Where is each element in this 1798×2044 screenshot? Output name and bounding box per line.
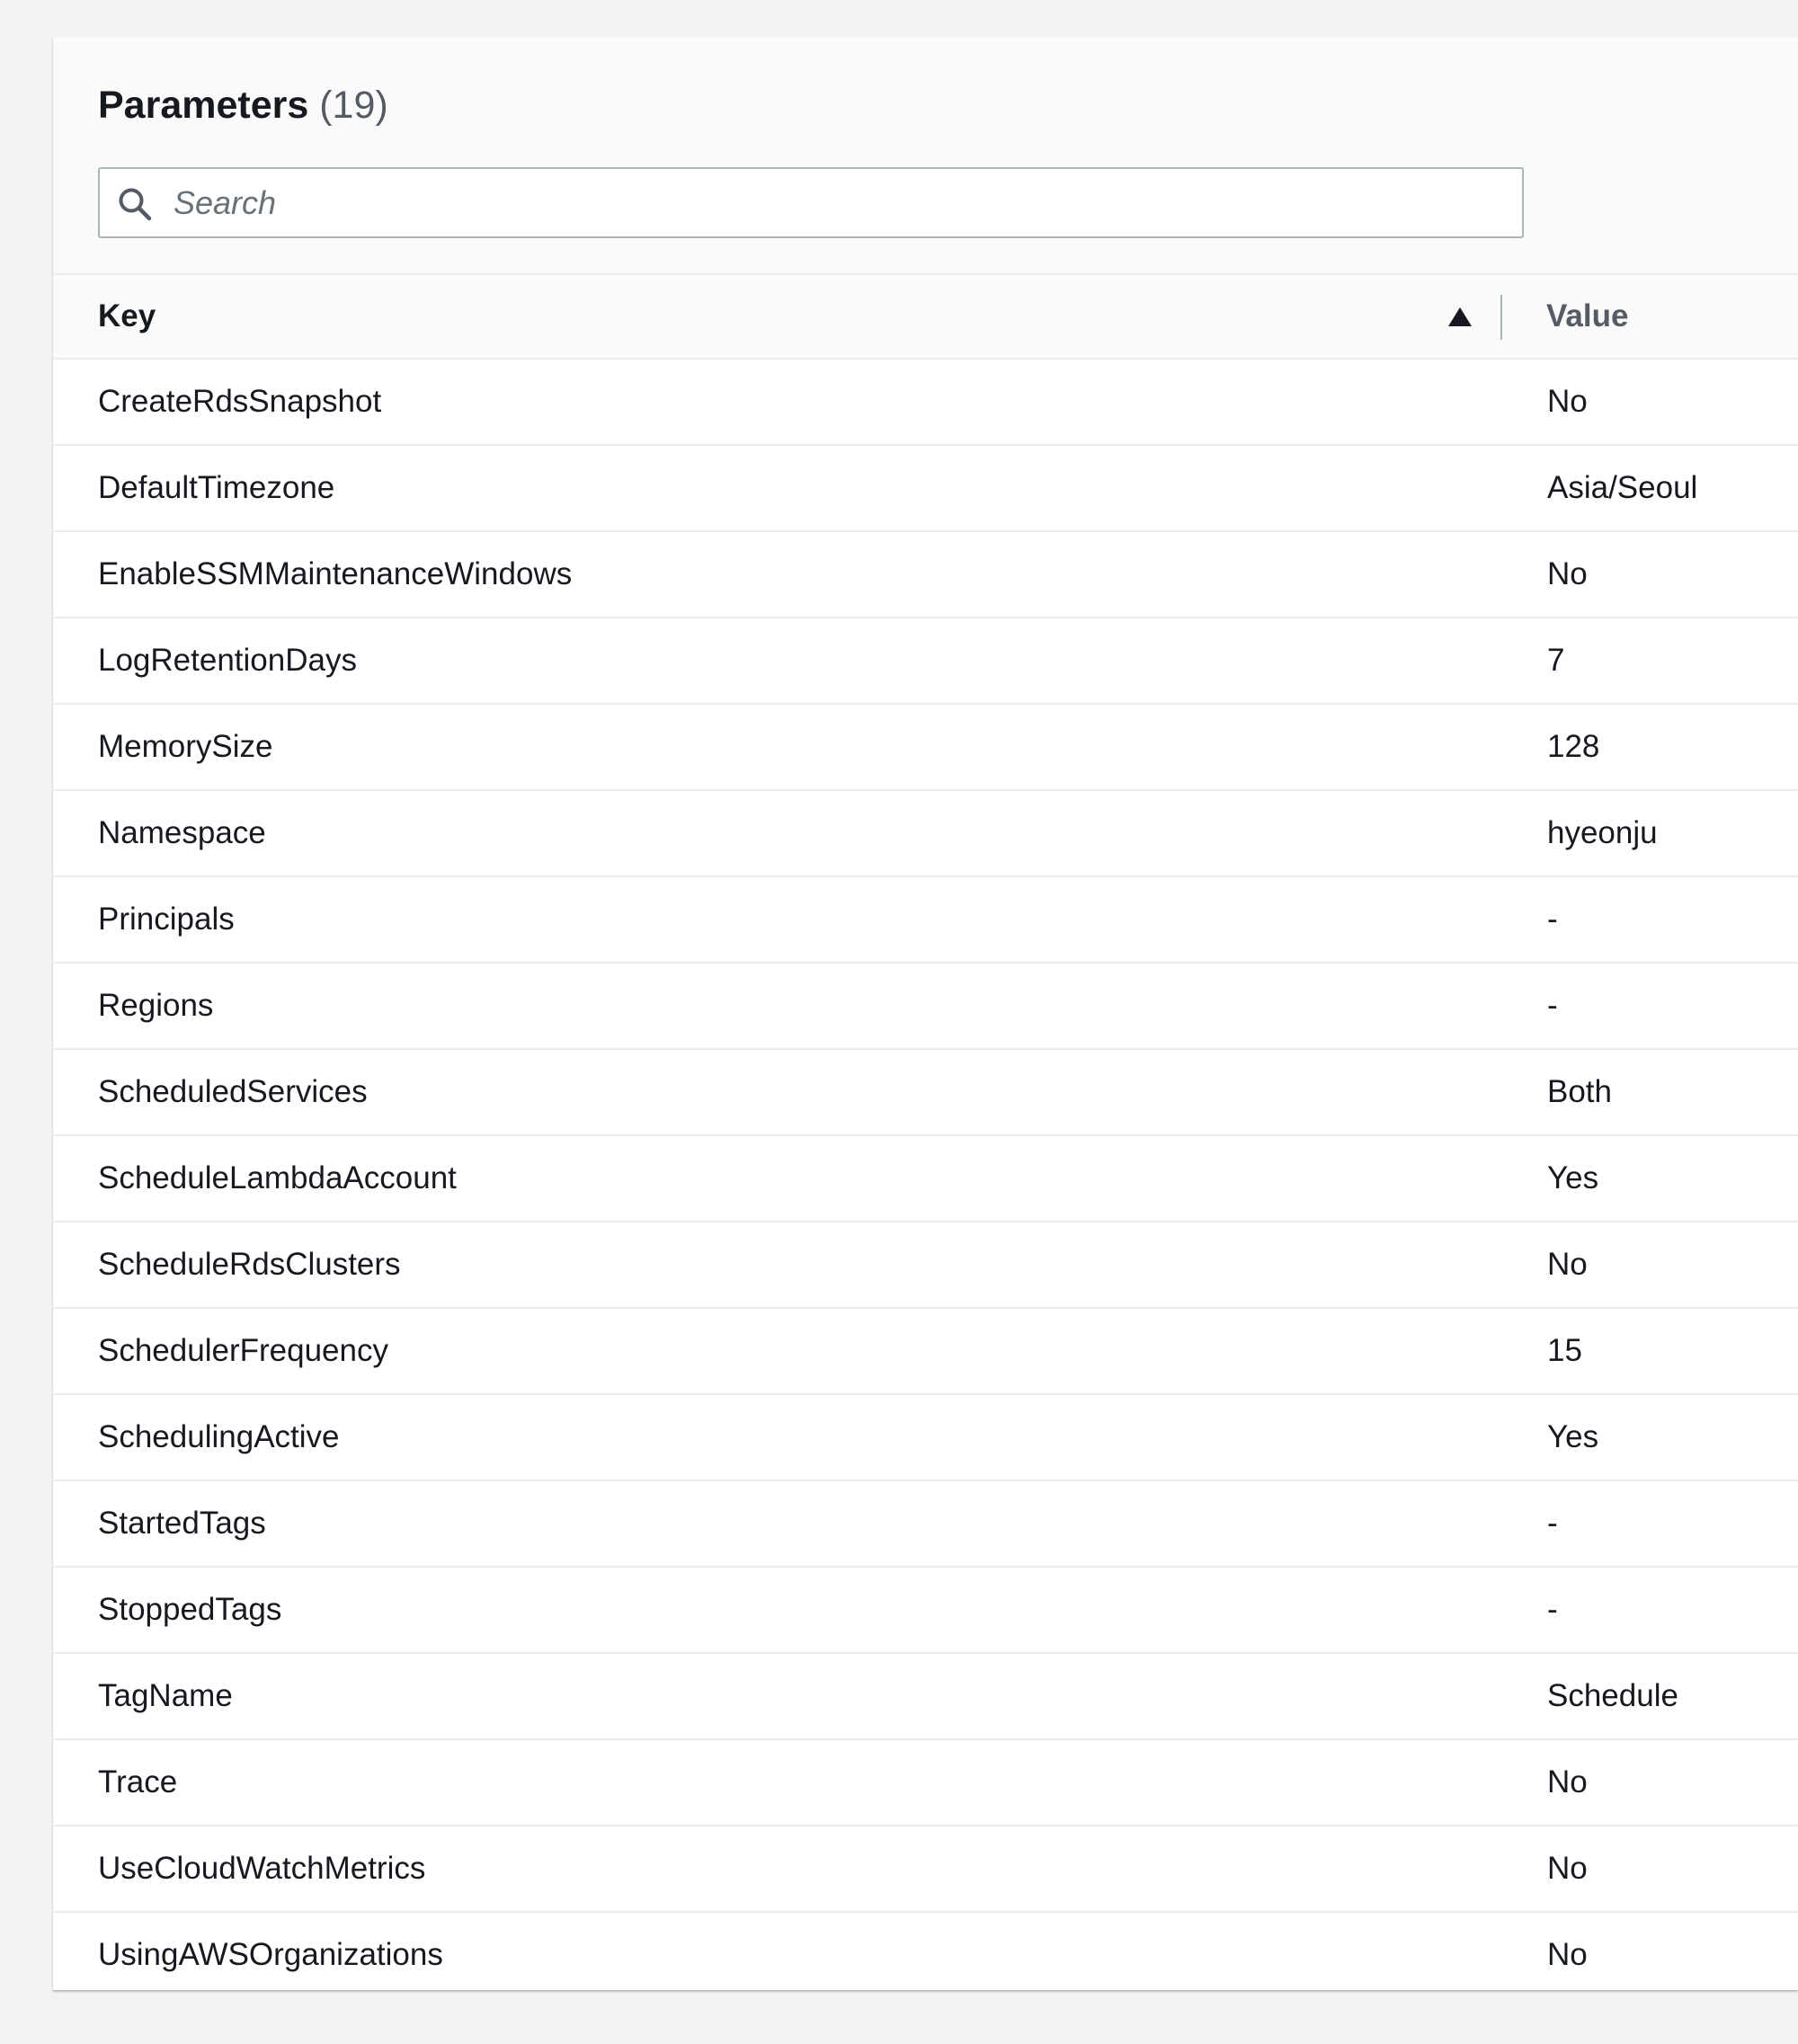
parameter-value: Schedule	[1547, 1678, 1678, 1713]
parameter-value: -	[1547, 1506, 1558, 1541]
parameter-value: -	[1547, 1592, 1558, 1627]
parameter-value: Both	[1547, 1074, 1612, 1109]
parameter-value: 15	[1547, 1333, 1582, 1368]
parameter-value: -	[1547, 988, 1558, 1023]
search-box[interactable]	[98, 167, 1524, 238]
table-row	[53, 1481, 1798, 1568]
column-resize-divider[interactable]	[1500, 295, 1502, 340]
parameter-key: UseCloudWatchMetrics	[98, 1851, 426, 1886]
table-row	[53, 1568, 1798, 1654]
parameter-key: SchedulerFrequency	[98, 1333, 388, 1368]
parameter-key: SchedulingActive	[98, 1419, 340, 1454]
parameter-key: StoppedTags	[98, 1592, 282, 1627]
parameter-key: ScheduleRdsClusters	[98, 1247, 401, 1282]
parameter-value: No	[1547, 384, 1588, 419]
sort-ascending-icon[interactable]	[1448, 307, 1472, 326]
table-row	[53, 618, 1798, 705]
table-row	[53, 1913, 1798, 1999]
column-header-value[interactable]: Value	[1546, 298, 1629, 333]
table-row	[53, 791, 1798, 877]
parameter-value: Yes	[1547, 1160, 1599, 1195]
parameter-key: LogRetentionDays	[98, 643, 357, 678]
table-row	[53, 1309, 1798, 1395]
parameter-key: CreateRdsSnapshot	[98, 384, 382, 419]
panel-title	[98, 77, 388, 133]
panel-header	[53, 38, 1798, 275]
table-body	[53, 360, 1798, 1999]
table-header	[53, 275, 1798, 360]
search-icon	[118, 187, 152, 221]
parameter-key: TagName	[98, 1678, 233, 1713]
parameter-value: 7	[1547, 643, 1565, 678]
table-row	[53, 705, 1798, 791]
parameter-value: Yes	[1547, 1419, 1599, 1454]
parameters-panel	[53, 38, 1798, 1990]
parameter-value: 128	[1547, 729, 1600, 764]
table-row	[53, 877, 1798, 964]
table-row	[53, 1654, 1798, 1740]
parameter-key: Regions	[98, 988, 214, 1023]
parameter-value: -	[1547, 902, 1558, 937]
panel-title-text: Parameters	[98, 84, 309, 127]
column-header-key[interactable]: Key	[98, 298, 156, 333]
table-row	[53, 1395, 1798, 1481]
parameter-key: EnableSSMMaintenanceWindows	[98, 556, 573, 591]
table-row	[53, 1222, 1798, 1309]
parameter-count: (19)	[319, 84, 388, 127]
table-row	[53, 1136, 1798, 1222]
parameter-value: No	[1547, 556, 1588, 591]
table-row	[53, 1050, 1798, 1136]
table-row	[53, 360, 1798, 446]
table-row	[53, 1826, 1798, 1913]
table-row	[53, 446, 1798, 532]
parameter-value: Asia/Seoul	[1547, 470, 1698, 505]
parameter-key: StartedTags	[98, 1506, 266, 1541]
parameter-key: Principals	[98, 902, 235, 937]
table-row	[53, 532, 1798, 618]
parameter-value: No	[1547, 1247, 1588, 1282]
parameter-key: MemorySize	[98, 729, 273, 764]
parameter-value: No	[1547, 1851, 1588, 1886]
parameter-key: ScheduledServices	[98, 1074, 368, 1109]
search-input[interactable]	[174, 169, 1504, 236]
parameter-key: Trace	[98, 1764, 178, 1800]
table-row	[53, 964, 1798, 1050]
parameter-value: No	[1547, 1937, 1588, 1972]
parameter-key: DefaultTimezone	[98, 470, 335, 505]
parameter-value: No	[1547, 1764, 1588, 1800]
parameter-key: ScheduleLambdaAccount	[98, 1160, 457, 1195]
table-row	[53, 1740, 1798, 1826]
parameter-key: Namespace	[98, 815, 266, 850]
parameter-value: hyeonju	[1547, 815, 1658, 850]
parameter-key: UsingAWSOrganizations	[98, 1937, 443, 1972]
